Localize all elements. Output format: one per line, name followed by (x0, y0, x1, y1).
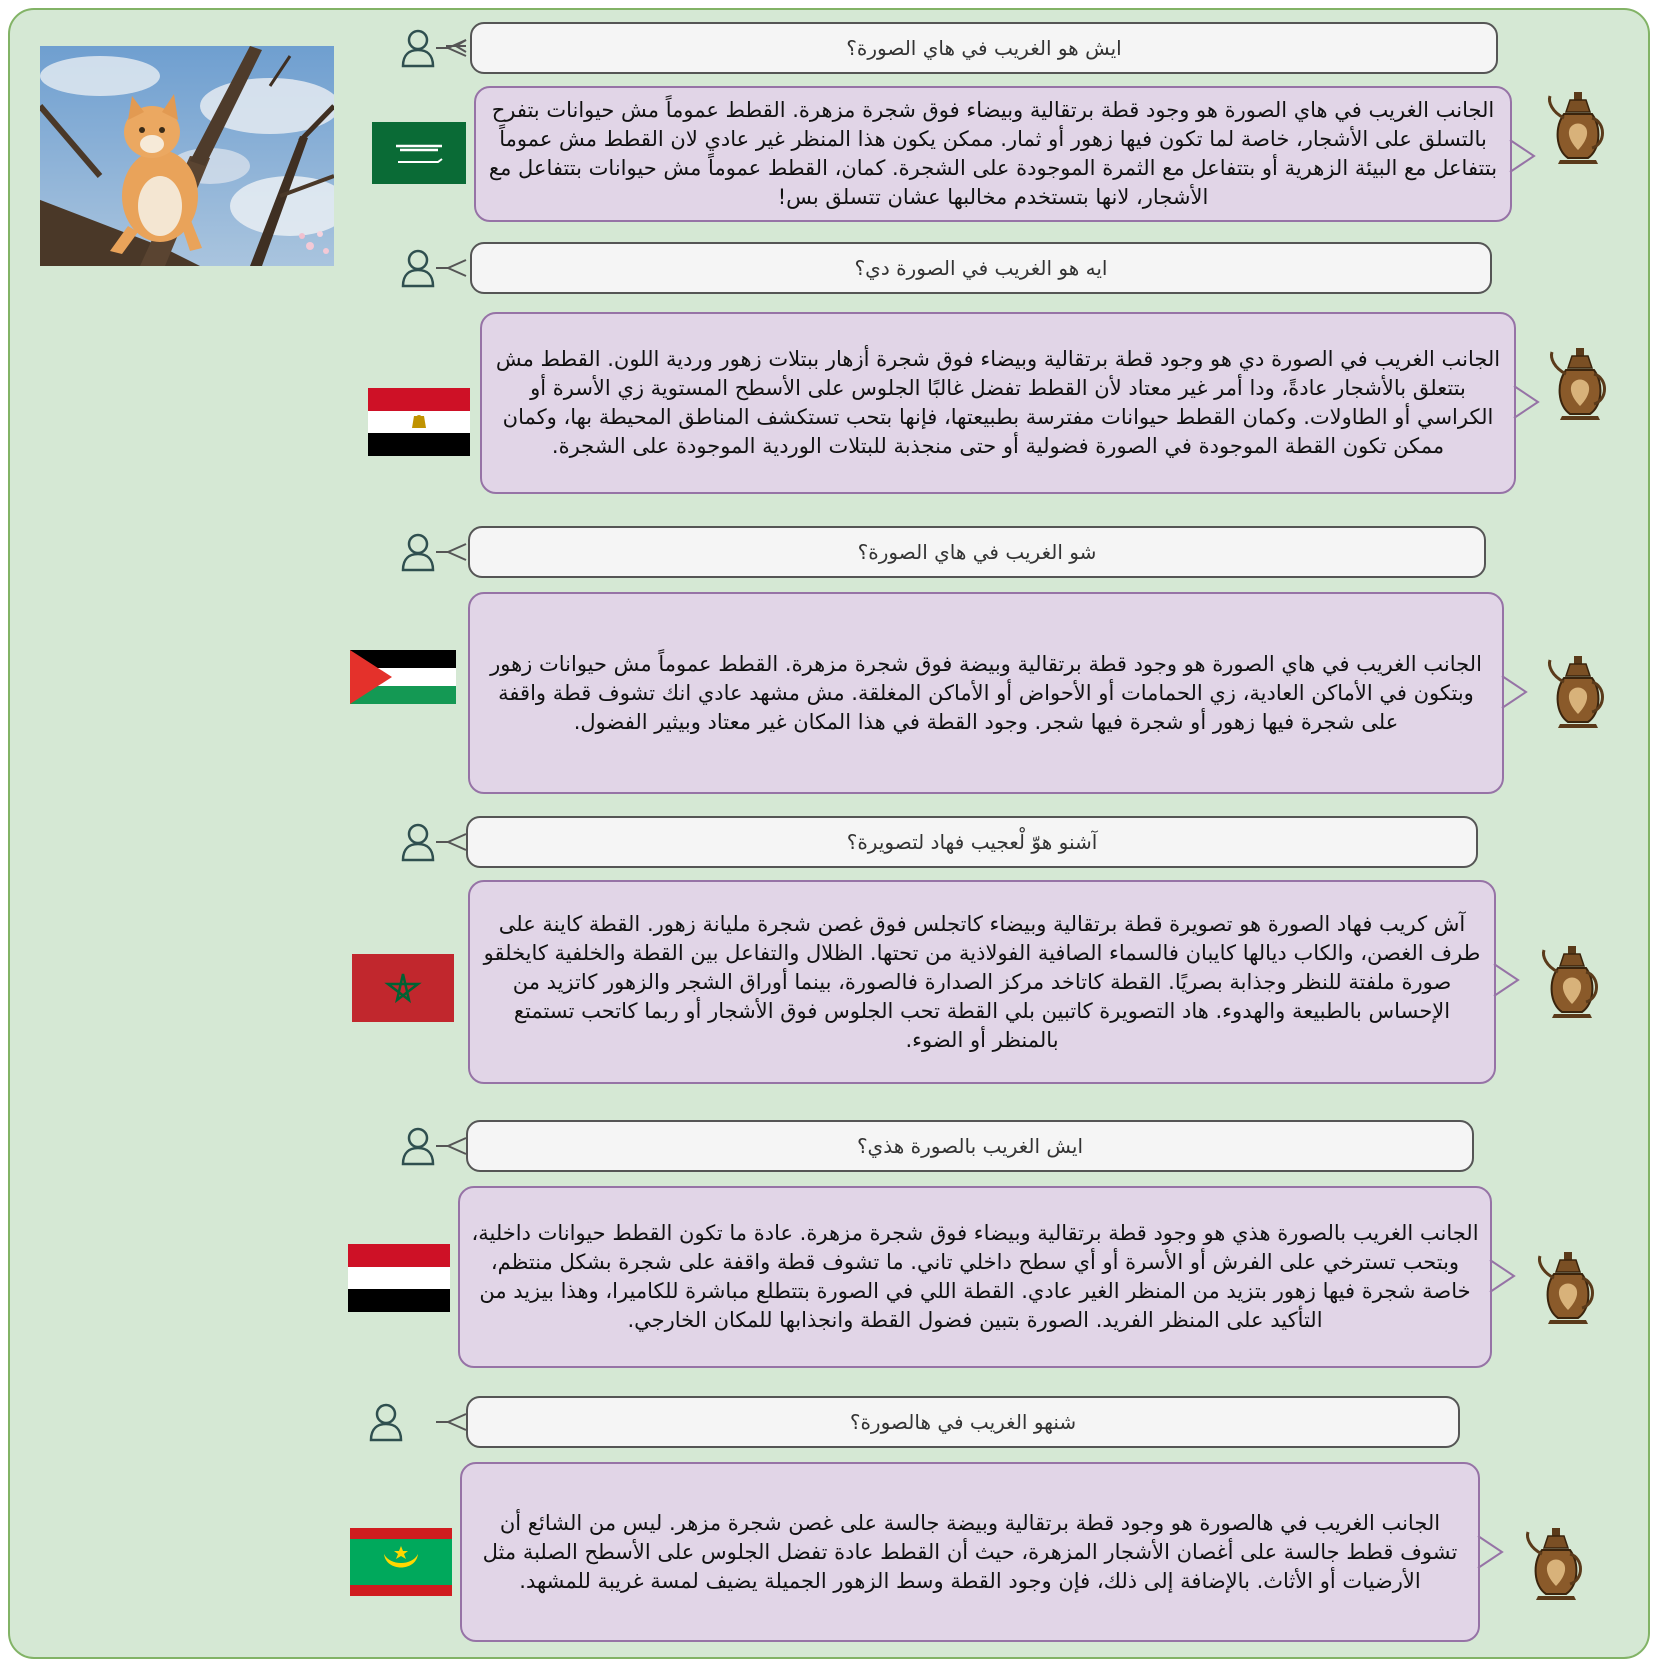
assistant-answer: الجانب الغريب بالصورة هذي هو وجود قطة برتقالية وبيضاء فوق شجرة مزهرة. عادة ما تكون القطط حيوانات داخلية، وبتحب تسترخي على الفرش أو الأسرة أو أي سطح داخلي تاني. ما تشوف قطة واقفة على شجرة بشكل منتظم، خاصة شجرة فيها زهور بتزيد من المنظر الغير عادي. القطة اللي في الصورة بتتطلع مباشرة للكاميرا، وهذا بيزيد من التأكيد على المنظر الفريد. الصورة بتبين فضول القطة وانجذابها للمكان الخارجي. (458, 1186, 1492, 1368)
user-question: ايش الغريب بالصورة هذي؟ (466, 1120, 1474, 1172)
user-question: ايه هو الغريب في الصورة دي؟ (470, 242, 1492, 294)
dallah-coffee-pot-icon (1540, 942, 1604, 1020)
dallah-coffee-pot-icon (1548, 344, 1612, 422)
user-icon (368, 1402, 404, 1442)
dallah-coffee-pot-icon (1546, 652, 1610, 730)
dallah-coffee-pot-icon (1546, 88, 1610, 166)
flag-mauritania-icon (350, 1528, 452, 1596)
user-question: شو الغريب في هاي الصورة؟ (468, 526, 1486, 578)
assistant-answer: الجانب الغريب في هاي الصورة هو وجود قطة برتقالية وبيضة فوق شجرة مزهرة. القطط عموماً مش حيوانات زهور وبتكون في الأماكن العادية، زي الحمامات أو الأحواض أو الأماكن المغلقة. مش مشهد عادي انك تشوف قطة واقفة على شجرة فيها زهور أو شجرة فيها شجر. وجود القطة في هذا المكان غير معتاد وبيثير الفضول. (468, 592, 1504, 794)
flag-palestine-icon (350, 650, 456, 704)
user-icon (400, 532, 436, 572)
flag-morocco-icon (352, 954, 454, 1022)
flag-saudi-arabia-icon (372, 122, 466, 184)
dallah-coffee-pot-icon (1524, 1524, 1588, 1602)
dallah-coffee-pot-icon (1536, 1248, 1600, 1326)
user-question: ايش هو الغريب في هاي الصورة؟ (470, 22, 1498, 74)
assistant-answer: الجانب الغريب في هاي الصورة هو وجود قطة برتقالية وبيضاء فوق شجرة مزهرة. القطط عموماً مش حيوانات بتفرح بالتسلق على الأشجار، خاصة لما تكون فيها زهور أو ثمار. ممكن يكون هذا المنظر غير عادي لان القطط مش عموماً بتتفاعل مع البيئة الزهرية أو بتتفاعل مع الثمرة الموجودة على الشجرة. كمان، القطط عموماً مش حيوانات بتتفاعل مع الأشجار، لانها بتستخدم مخالبها عشان تتسلق بس! (474, 86, 1512, 222)
cat-in-tree-photo (40, 46, 334, 266)
assistant-answer: الجانب الغريب في الصورة دي هو وجود قطة برتقالية وبيضاء فوق شجرة أزهار ببتلات زهور وردية اللون. القطط مش بتتعلق بالأشجار عادةً، ودا أمر غير معتاد لأن القطط تفضل غالبًا الجلوس على الأسطح المستوية زي الأسرة أو الكراسي أو الطاولات. وكمان القطط حيوانات مفترسة بطبيعتها، فإنها بتحب تستكشف المناطق المحيطة بها، وكمان ممكن تكون القطة الموجودة في الصورة فضولية أو حتى منجذبة للبتلات الوردية الموجودة على الشجرة. (480, 312, 1516, 494)
user-icon (400, 822, 436, 862)
user-icon (400, 28, 436, 68)
user-icon (400, 1126, 436, 1166)
flag-yemen-icon (348, 1244, 450, 1312)
flag-egypt-icon (368, 388, 470, 456)
user-question: شنهو الغريب في هالصورة؟ (466, 1396, 1460, 1448)
assistant-answer: آش كريب فهاد الصورة هو تصويرة قطة برتقالية وبيضاء كاتجلس فوق غصن شجرة مليانة زهور. القطة كاينة على طرف الغصن، والكاب ديالها كايبان فالسماء الصافية الفولاذية من تحتها. الظلال والتفاعل بين القطة والخلفية كايخلقو صورة ملفتة للنظر وجذابة بصريًا. القطة كاتاخد مركز الصدارة فالصورة، بينما أوراق الشجر والزهور كاتزيد من الإحساس بالطبيعة والهدوء. هاد التصويرة كاتبين بلي القطة تحب الجلوس فوق الأشجار أو ربما كاتحب تستمتع بالمنظر أو الضوء. (468, 880, 1496, 1084)
assistant-answer: الجانب الغريب في هالصورة هو وجود قطة برتقالية وبيضة جالسة على غصن شجرة مزهر. ليس من الشائع أن تشوف قطط جالسة على أغصان الأشجار المزهرة، حيث أن القطط عادة تفضل الجلوس على الأسطح الصلبة مثل الأرضيات أو الأثاث. بالإضافة إلى ذلك، فإن وجود القطة وسط الزهور الجميلة يضيف لمسة غريبة للمشهد. (460, 1462, 1480, 1642)
user-icon (400, 248, 436, 288)
user-question: آشنو هوّ لْعجيب فهاد لتصويرة؟ (466, 816, 1478, 868)
